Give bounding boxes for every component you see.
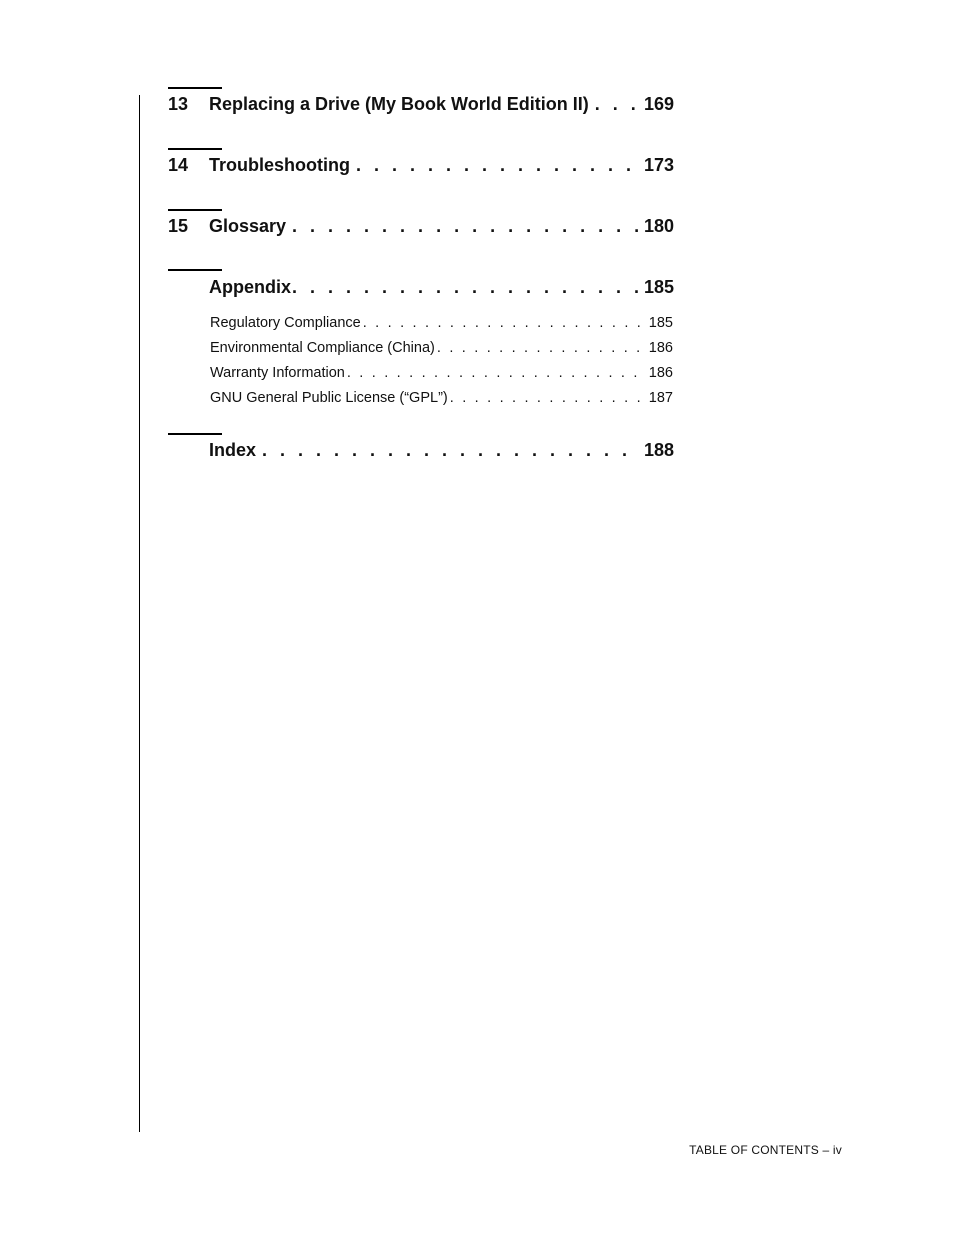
dot-leader bbox=[356, 154, 641, 176]
dot-leader bbox=[262, 439, 641, 461]
chapter-page: 173 bbox=[643, 155, 674, 175]
chapter-rule bbox=[168, 433, 222, 435]
toc-subentry[interactable] bbox=[210, 312, 673, 332]
subentry-page: 186 bbox=[648, 340, 673, 356]
chapter-page: 185 bbox=[643, 277, 674, 297]
chapter-title: Appendix bbox=[209, 277, 292, 297]
subentry-page: 185 bbox=[648, 315, 673, 331]
chapter-number: 13 bbox=[168, 94, 189, 114]
dot-leader bbox=[292, 215, 641, 237]
toc-subentry[interactable] bbox=[210, 387, 673, 407]
dot-leader bbox=[437, 339, 645, 357]
chapter-number: 15 bbox=[168, 216, 189, 236]
dot-leader bbox=[347, 364, 645, 382]
chapter-page: 188 bbox=[643, 440, 674, 460]
toc-subentry[interactable] bbox=[210, 362, 673, 382]
dot-leader bbox=[595, 93, 641, 115]
subentry-page: 187 bbox=[648, 390, 673, 406]
subentry-title: GNU General Public License (“GPL”) bbox=[210, 390, 448, 406]
chapter-title: Index bbox=[209, 440, 257, 460]
margin-rule bbox=[139, 95, 140, 1132]
chapter-title: Glossary bbox=[209, 216, 287, 236]
chapter-number: 14 bbox=[168, 155, 189, 175]
subentry-title: Warranty Information bbox=[210, 365, 345, 381]
dot-leader bbox=[450, 389, 645, 407]
chapter-page: 180 bbox=[643, 216, 674, 236]
page-footer: TABLE OF CONTENTS – iv bbox=[689, 1143, 842, 1157]
chapter-page: 169 bbox=[643, 94, 674, 114]
chapter-title: Troubleshooting bbox=[209, 155, 350, 175]
chapter-rule bbox=[168, 87, 222, 89]
subentry-title: Regulatory Compliance bbox=[210, 315, 361, 331]
dot-leader bbox=[363, 314, 645, 332]
chapter-rule bbox=[168, 148, 222, 150]
dot-leader bbox=[292, 276, 641, 298]
subentry-page: 186 bbox=[648, 365, 673, 381]
chapter-rule bbox=[168, 209, 222, 211]
chapter-rule bbox=[168, 269, 222, 271]
toc-subentry[interactable] bbox=[210, 337, 673, 357]
subentry-title: Environmental Compliance (China) bbox=[210, 340, 435, 356]
chapter-title: Replacing a Drive (My Book World Edition II) bbox=[209, 94, 589, 114]
